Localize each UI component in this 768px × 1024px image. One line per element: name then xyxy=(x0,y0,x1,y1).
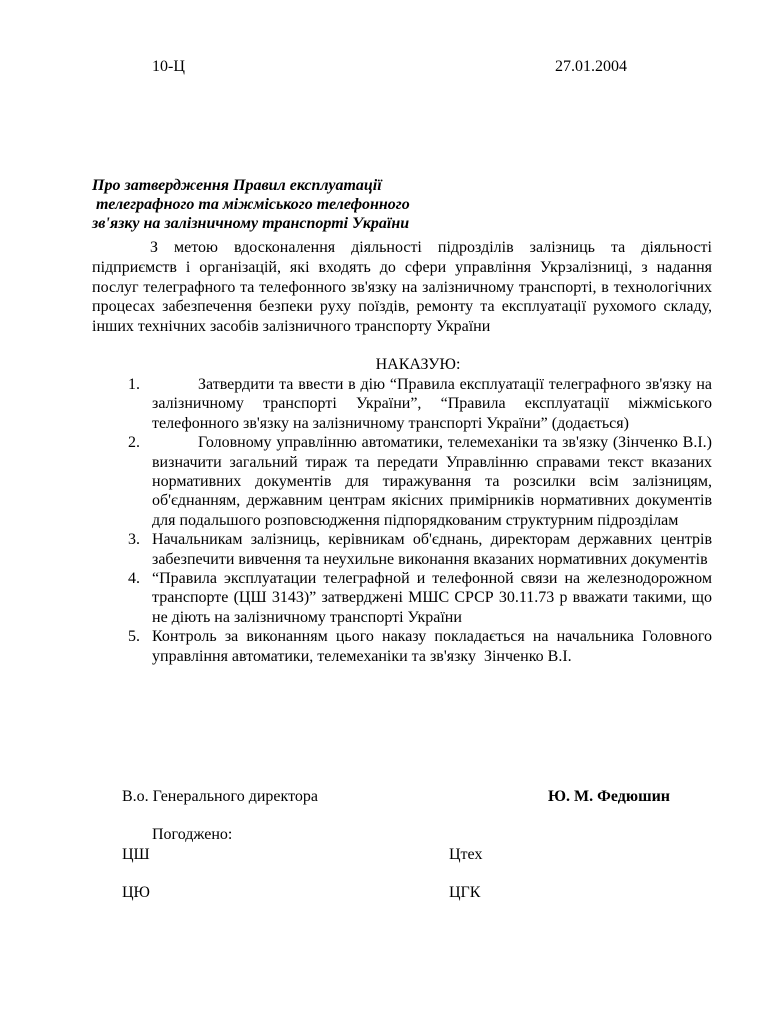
order-date: 27.01.2004 xyxy=(555,58,627,75)
order-item xyxy=(128,627,716,666)
order-item-number: 3. xyxy=(128,531,140,549)
order-items-list xyxy=(128,375,716,666)
preamble-paragraph: З метою вдосконалення діяльності підрозділів залізниць та діяльності підприємств і організацій, які входять до сфери управління Укрзалізниці, з надання послуг телеграфного та телефонного зв'язку на залізничному транспорті, в технологічних процесах забезпечення безпеки руху поїздів, ремонту та експлуатації рухомого складу, інших технічних засобів залізничного транспорту України xyxy=(92,239,712,336)
order-item xyxy=(128,433,712,530)
agreed-label: Погоджено: xyxy=(152,826,233,843)
order-item xyxy=(128,569,712,627)
signatory-name: Ю. М. Федюшин xyxy=(548,788,671,805)
order-item xyxy=(128,530,712,569)
order-item-text: Контроль за виконанням цього наказу покладається на начальника Головного управління автоматики, телемеханіки та зв'язку Зінченко В.І. xyxy=(152,628,716,665)
order-item-text: “Правила эксплуатации телеграфной и телефонной связи на железнодорожном транспорте (ЦШ 3143)” затверджені МШС СРСР 30.11.73 р вважати такими, що не діють на залізничному транспорті України xyxy=(152,570,712,626)
title-line-2: телеграфного та міжміського телефонного xyxy=(92,196,410,213)
order-item-text: Затвердити та ввести в дію “Правила експлуатації телеграфного зв'язку на залізничному транспорті України”, “Правила експлуатації міжміського телефонного зв'язку на залізничному транспорті України” (додається) xyxy=(152,376,712,432)
order-item xyxy=(128,375,712,433)
order-item-text: Головному управлінню автоматики, телемеханіки та зв'язку (Зінченко В.І.) визначити загальний тираж та передати Управлінню справами текст вказаних нормативних документів для тиражування та розсилки всім залізницям, об'єднанням, державним центрам якісних примірників нормативних документів для подальшого розповсюдження підпорядкованим структурним підрозділам xyxy=(152,434,712,529)
agreed-dept-4: ЦГК xyxy=(449,884,481,901)
agreed-dept-1: ЦШ xyxy=(122,846,150,863)
title-line-3: зв'язку на залізничному транспорті України xyxy=(92,215,410,232)
agreed-dept-2: Цтех xyxy=(449,846,483,863)
order-heading: НАКАЗУЮ: xyxy=(375,356,461,373)
title-line-1: Про затвердження Правил експлуатації xyxy=(92,177,382,194)
order-item-number: 2. xyxy=(128,434,140,452)
agreed-dept-3: ЦЮ xyxy=(122,884,150,901)
order-item-number: 1. xyxy=(128,376,140,393)
document-title xyxy=(92,176,410,233)
order-number: 10-Ц xyxy=(152,58,185,75)
order-item-number: 4. xyxy=(128,570,140,588)
order-item-number: 5. xyxy=(128,628,140,646)
order-item-text: Начальникам залізниць, керівникам об'єднань, директорам державних центрів забезпечити вивчення та неухильне виконання вказаних нормативних документів xyxy=(152,531,712,568)
signatory-position: В.о. Генерального директора xyxy=(122,788,318,805)
